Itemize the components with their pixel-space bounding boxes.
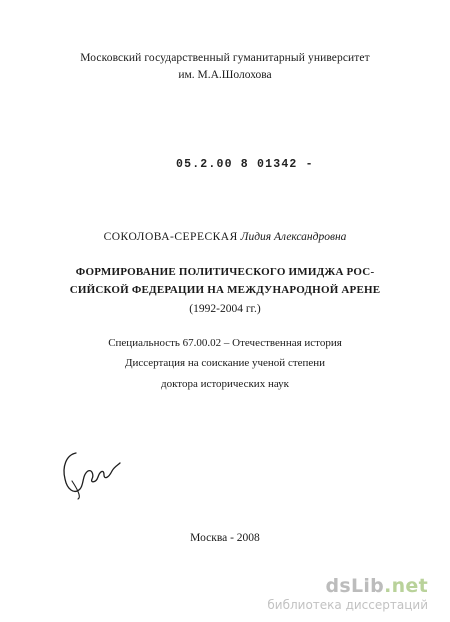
university-name: Московский государственный гуманитарный университет [80, 52, 370, 64]
university-honorific: им. М.А.Шолохова [178, 69, 272, 81]
degree: доктора исторических наук [160, 378, 289, 390]
author-surname: СОКОЛОВА-СЕРЕСКАЯ [103, 231, 238, 243]
specialty: Специальность 67.00.02 – Отечественная история [108, 337, 342, 349]
dissertation-title-line-2: СИЙСКОЙ ФЕДЕРАЦИИ НА МЕЖДУНАРОДНОЙ АРЕНЕ [69, 284, 381, 296]
city-year: Москва - 2008 [190, 532, 260, 544]
dissertation-title-line-1: ФОРМИРОВАНИЕ ПОЛИТИЧЕСКОГО ИМИДЖА РОС- [75, 266, 375, 278]
handwritten-signature [58, 445, 122, 501]
watermark-subtitle: библиотека диссертаций [267, 598, 428, 612]
site-watermark [267, 575, 428, 613]
author-line [0, 231, 450, 243]
author-given-names: Лидия Александровна [240, 231, 347, 243]
dissertation-title [0, 263, 450, 299]
watermark-logo-main: dsLib [325, 575, 385, 597]
watermark-logo-ext: .net [384, 575, 428, 597]
library-code-stamp: 05.2.00 8 01342 - [176, 158, 314, 171]
dissertation-note: Диссертация на соискание ученой степени [124, 357, 326, 369]
period: (1992-2004 гг.) [189, 303, 261, 315]
watermark-logo [267, 575, 428, 597]
